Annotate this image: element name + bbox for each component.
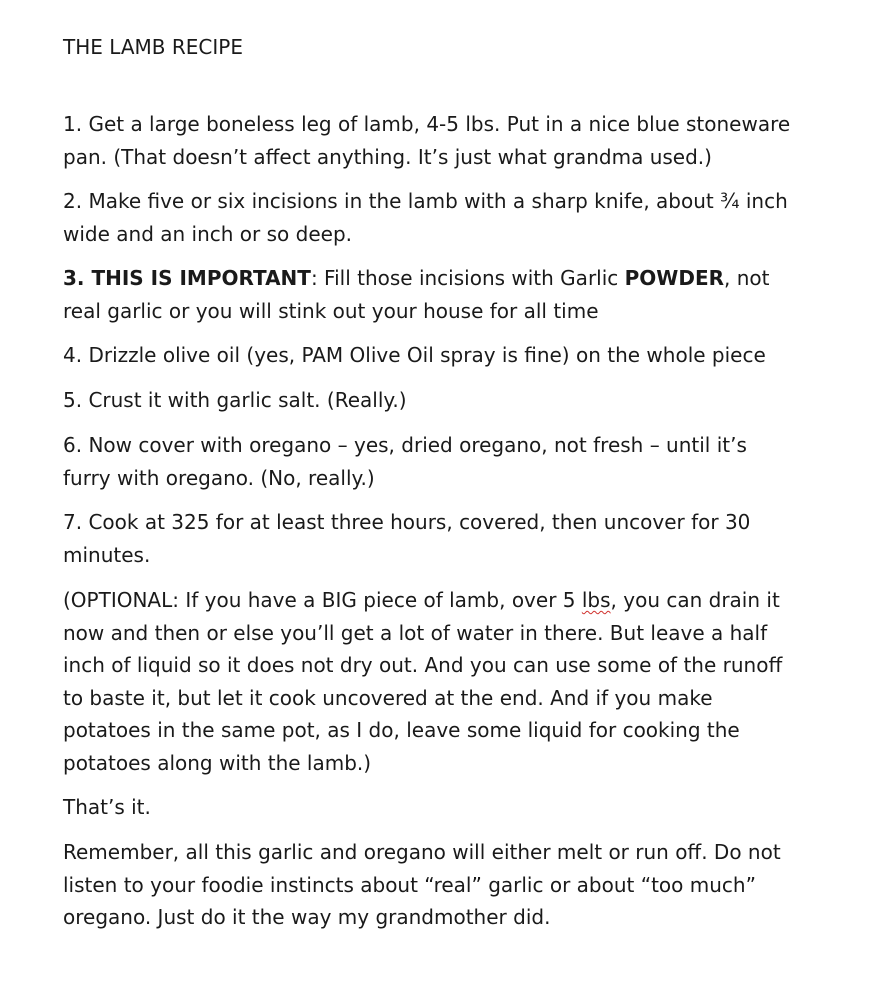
remember-line-1: Remember, all this garlic and oregano will either melt or run off. Do not <box>63 840 781 864</box>
optional-line-1-end: , you can drain it <box>610 588 780 612</box>
remember-paragraph <box>63 836 803 934</box>
spellcheck-flagged-word[interactable]: lbs <box>581 588 611 612</box>
step-2-line-1: 2. Make five or six incisions in the lamb with a sharp knife, about ¾ inch <box>63 189 788 213</box>
optional-line-5: potatoes in the same pot, as I do, leave some liquid for cooking the <box>63 718 740 742</box>
remember-line-3: oregano. Just do it the way my grandmother did. <box>63 905 551 929</box>
step-3-line-1 <box>63 262 803 295</box>
optional-line-3: inch of liquid so it does not dry out. And you can use some of the runoff <box>63 653 783 677</box>
remember-line-2: listen to your foodie instincts about “real” garlic or about “too much” <box>63 872 756 897</box>
step-2 <box>63 185 803 250</box>
step-4-line-1: 4. Drizzle olive oil (yes, PAM Olive Oil spray is fine) on the whole piece <box>63 343 766 367</box>
optional-line-6: potatoes along with the lamb.) <box>63 750 372 775</box>
step-3-line-2: real garlic or you will stink out your house for all time <box>63 298 599 323</box>
step-3-tail: , not <box>724 266 770 290</box>
closing-text: That’s it. <box>63 795 151 819</box>
optional-line-2: now and then or else you’ll get a lot of water in there. But leave a half <box>63 620 768 645</box>
step-7-line-1: 7. Cook at 325 for at least three hours, covered, then uncover for 30 <box>63 510 751 534</box>
step-1-line-1: 1. Get a large boneless leg of lamb, 4-5 lbs. Put in a nice blue stoneware <box>63 112 791 136</box>
step-1-line-2: pan. (That doesn’t affect anything. It’s just what grandma used.) <box>63 144 712 169</box>
closing-line <box>63 791 803 824</box>
step-3-important-label: 3. THIS IS IMPORTANT <box>63 266 311 290</box>
optional-note <box>63 584 803 779</box>
document-title: THE LAMB RECIPE <box>63 35 243 59</box>
step-6-line-1: 6. Now cover with oregano – yes, dried oregano, not fresh – until it’s <box>63 433 747 457</box>
step-5-line-1: 5. Crust it with garlic salt. (Really.) <box>63 388 407 412</box>
step-1 <box>63 108 803 173</box>
optional-line-1-start: (OPTIONAL: If you have a BIG piece of lamb, over 5 <box>63 588 582 612</box>
optional-line-1 <box>63 584 803 617</box>
step-2-line-2: wide and an inch or so deep. <box>63 221 352 246</box>
step-5 <box>63 384 803 417</box>
step-7-line-2: minutes. <box>63 542 151 567</box>
optional-line-4: to baste it, but let it cook uncovered at the end. And if you make <box>63 685 713 710</box>
step-3-text: : Fill those incisions with Garlic <box>310 266 625 290</box>
step-6 <box>63 429 803 494</box>
step-7 <box>63 506 803 571</box>
step-6-line-2: furry with oregano. (No, really.) <box>63 465 375 490</box>
step-3 <box>63 262 803 327</box>
step-3-powder-emphasis: POWDER <box>624 266 725 290</box>
step-4 <box>63 339 803 372</box>
